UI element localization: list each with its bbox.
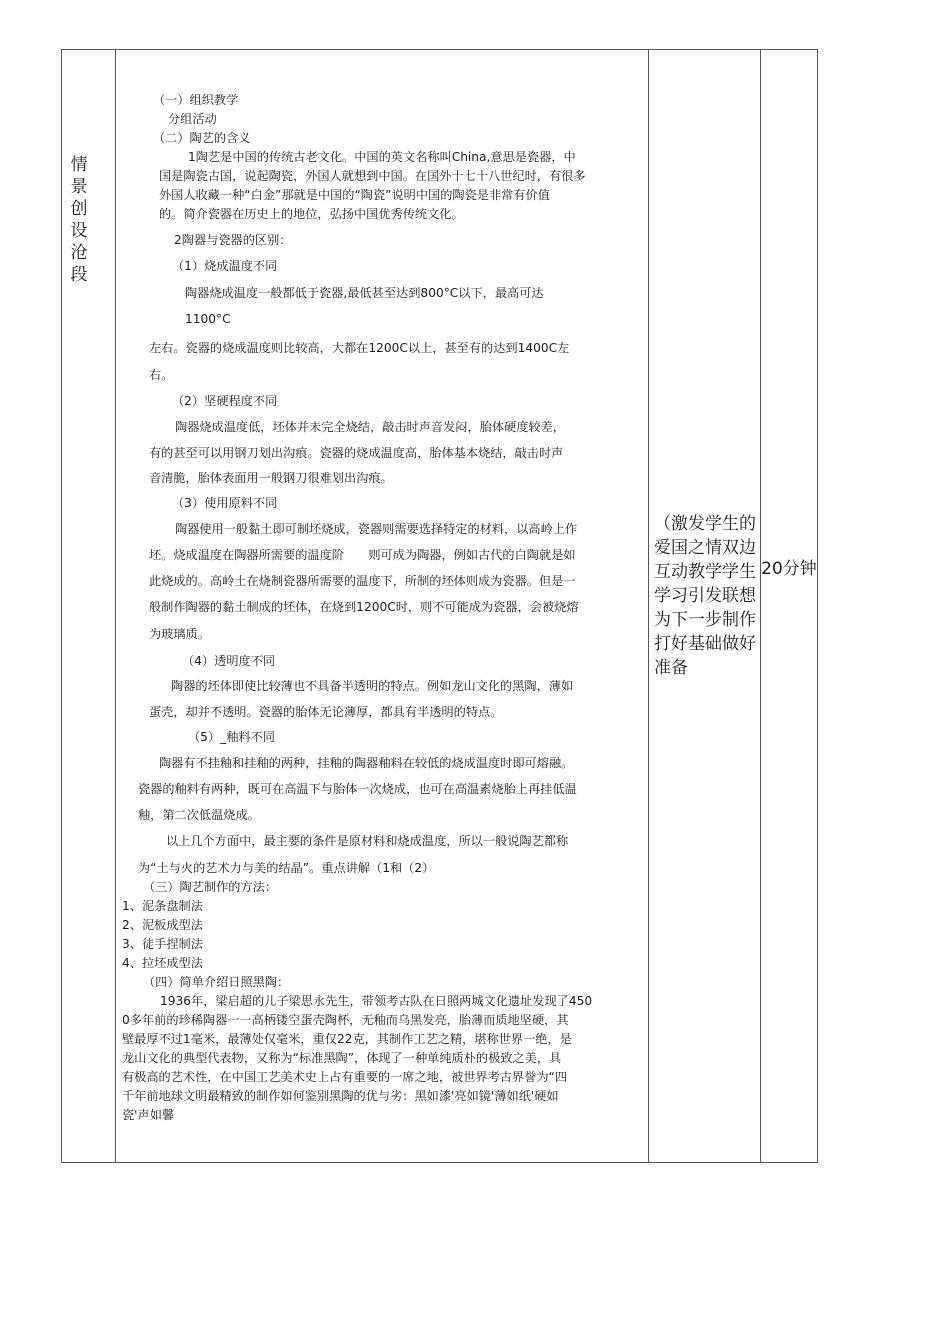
content-line: 1陶艺是中国的传统古老文化。中国的英文名称叫China,意思是瓷器，中: [188, 150, 576, 164]
content-line: 国是陶瓷古国，说起陶瓷，外国人就想到中国。在国外十七十八世纪时，有很多: [159, 169, 586, 183]
content-line: （2）坚硬程度不同: [172, 394, 278, 408]
content-line: 壁最厚不过1毫米，最薄处仅毫米，重仅22克，其制作工艺之精，堪称世界一绝，是: [122, 1032, 572, 1046]
content-line: 1、泥条盘制法: [122, 899, 203, 913]
column-divider: [115, 50, 116, 1162]
content-line: （四）简单介绍日照黑陶：: [143, 975, 290, 989]
content-line: 右。: [149, 368, 174, 382]
content-line: 釉，第二次低温烧成。: [138, 808, 260, 822]
content-line: 瓷'声如馨: [122, 1108, 175, 1122]
content-line: 分组活动: [168, 112, 217, 126]
content-line: 蛋壳，却并不透明。瓷器的胎体无论薄厚，都具有半透明的特点。: [149, 705, 503, 719]
content-line: 以上几个方面中，最主要的条件是原材料和烧成温度，所以一般说陶艺都称: [166, 834, 569, 848]
content-line: 陶器使用一般黏土即可制坯烧成，瓷器则需要选择特定的材料，以高岭上作: [175, 522, 578, 536]
duration: 20分钟: [761, 559, 817, 579]
content-line: 0多年前的珍稀陶器一一高柄镂空蛋壳陶杯，无釉而乌黑发亮，胎薄而质地坚硬，其: [122, 1013, 569, 1027]
content-line: 1936年，梁启超的儿子梁思永先生，带领考古队在日照两城文化遗址发现了450: [160, 994, 593, 1008]
teaching-purpose: （激发学生的爱国之情双边互动教学学生学习引发联想为下一步制作打好基础做好准备: [654, 514, 756, 678]
content-line: 2、泥板成型法: [122, 918, 203, 932]
content-line: 陶器烧成温度一般都低于瓷器,最低甚至达到800°C以下，最高可达: [185, 286, 544, 300]
content-line: （二）陶艺的含义: [153, 131, 251, 145]
content-line: 此烧成的。高岭土在烧制瓷器所需要的温度下，所制的坯体则成为瓷器。但是一: [149, 574, 576, 588]
content-line: 为玻璃质。: [149, 627, 210, 641]
content-line: 陶器烧成温度低，坯体并未完全烧结，敲击时声音发闷，胎体硬度较差，: [175, 420, 565, 434]
content-line: 陶器有不挂釉和挂釉的两种，挂釉的陶器釉料在较低的烧成温度时即可熔融。: [159, 756, 574, 770]
content-line: 音清脆，胎体表面用一般钢刀很难划出沟痕。: [149, 471, 393, 485]
content-line: 坯。烧成温度在陶器所需要的温度阶 则可成为陶器，例如古代的白陶就是如: [149, 548, 576, 562]
content-line: （三）陶艺制作的方法：: [143, 880, 278, 894]
content-line: 1100°C: [185, 312, 231, 326]
content-line: 瓷器的釉料有两种，既可在高温下与胎体一次烧成，也可在高温素烧胎上再挂低温: [138, 782, 577, 796]
content-line: 龙山文化的典型代表物，又称为“标准黑陶”，体现了一种单纯质朴的极致之美，具: [122, 1051, 562, 1065]
content-line: 千年前地球文明最精致的制作如何鉴别黑陶的优与劣：黑如漆'亮如镜'薄如纸'硬如: [122, 1089, 559, 1103]
content-line: 为“土与火的艺术力与美的结晶”。重点讲解（1和（2）: [138, 861, 435, 875]
content-line: 左右。瓷器的烧成温度则比较高，大都在1200C以上，甚至有的达到1400C左: [149, 341, 570, 355]
content-line: 3、徒手捏制法: [122, 937, 203, 951]
content-line: 般制作陶器的黏土制成的坯体，在烧到1200C时，则不可能成为瓷器，会被烧熔: [149, 600, 579, 614]
content-line: 2陶器与瓷器的区别：: [174, 233, 292, 247]
content-line: 有的甚至可以用钢刀划出沟痕。瓷器的烧成温度高，胎体基本烧结，敲击时声: [149, 446, 564, 460]
content-line: 外国人收藏一种“白金”那就是中国的“陶瓷”说明中国的陶瓷是非常有价值: [159, 188, 550, 202]
content-line: （一）组织教学: [153, 93, 239, 107]
content-line: （3）使用原料不同: [172, 496, 278, 510]
content-line: （1）烧成温度不同: [172, 259, 278, 273]
column-divider: [760, 50, 761, 1162]
content-line: （4）透明度不同: [182, 654, 276, 668]
content-line: 有极高的艺术性，在中国工艺美术史上占有重要的一席之地，被世界考古界誉为“四: [122, 1070, 568, 1084]
content-line: 的。简介瓷器在历史上的地位，弘扬中国优秀传统文化。: [159, 207, 464, 221]
content-line: 陶器的坯体即使比较薄也不具备半透明的特点。例如龙山文化的黑陶，薄如: [171, 679, 574, 693]
stage-label: 情景创设沧段: [70, 155, 88, 285]
content-line: （5）_釉料不同: [188, 730, 275, 744]
lesson-table: [61, 49, 818, 1163]
column-divider: [648, 50, 649, 1162]
content-line: 4、拉坯成型法: [122, 956, 203, 970]
